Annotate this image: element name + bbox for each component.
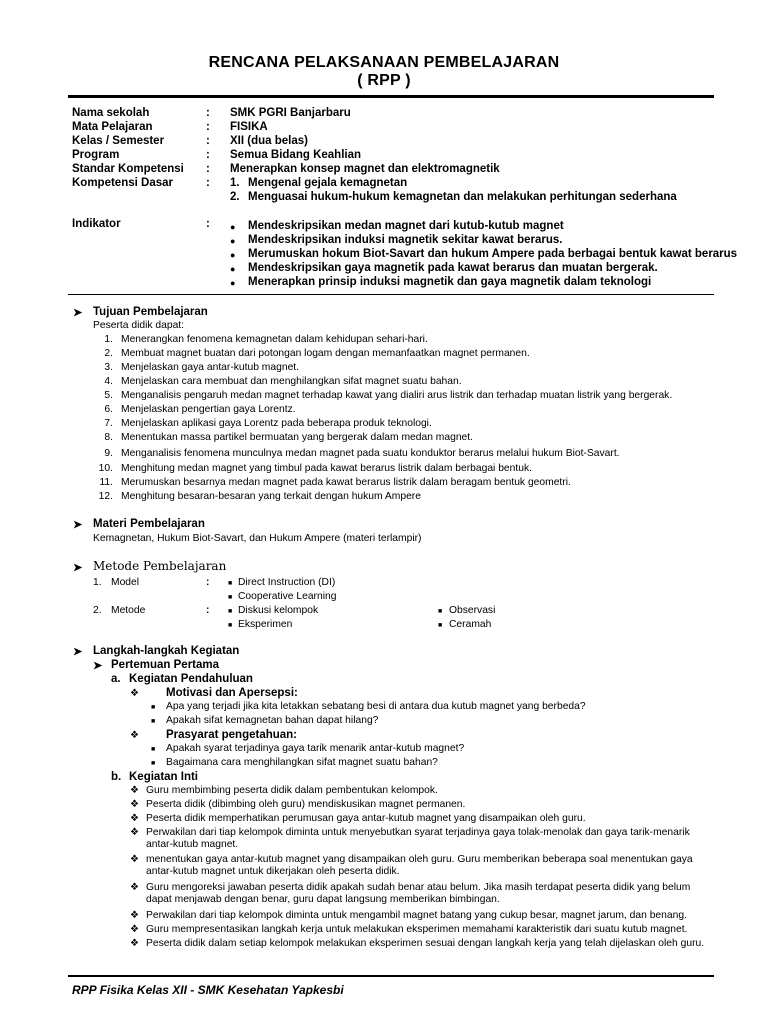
objective-text: Menentukan massa partikel bermuatan yang bergerak dalam medan magnet. bbox=[121, 432, 474, 443]
arrow-icon: ➤ bbox=[93, 660, 103, 672]
square-bullet-icon: ■ bbox=[438, 608, 443, 615]
section-title-material: Materi Pembelajaran bbox=[93, 518, 205, 530]
meeting-title: Pertemuan Pertama bbox=[111, 659, 220, 671]
bullet-icon: ● bbox=[230, 250, 236, 260]
document-subtitle: ( RPP ) bbox=[357, 72, 411, 89]
method-number: 2. bbox=[93, 605, 102, 616]
section-title-objectives: Tujuan Pembelajaran bbox=[93, 306, 208, 318]
info-value-standard: Menerapkan konsep magnet dan elektromagnetik bbox=[230, 163, 500, 175]
info-label-basic-competence: Kompetensi Dasar bbox=[72, 177, 173, 189]
diamond-bullet-icon: ❖ bbox=[130, 785, 139, 796]
core-activity-item: Perwakilan dari tiap kelompok diminta untuk mengambil magnet batang yang cukup besar, magnet jarum, dan benang. bbox=[146, 910, 687, 921]
kd-number: 1. bbox=[230, 177, 240, 189]
method-item: Diskusi kelompok bbox=[238, 605, 319, 616]
objective-number: 11. bbox=[99, 477, 113, 488]
objective-number: 9. bbox=[104, 448, 113, 459]
diamond-bullet-icon: ❖ bbox=[130, 882, 139, 893]
info-colon: : bbox=[206, 218, 210, 230]
step-b-title: Kegiatan Inti bbox=[129, 771, 199, 783]
diamond-bullet-icon: ❖ bbox=[130, 924, 139, 935]
info-rule bbox=[68, 294, 714, 295]
header-rule bbox=[68, 95, 714, 98]
diamond-bullet-icon: ❖ bbox=[130, 827, 139, 838]
objective-text: Menganalisis fenomena munculnya medan magnet pada suatu konduktor berarus melalui hukum Biot-Savart. bbox=[121, 448, 620, 459]
objective-number: 1. bbox=[104, 334, 113, 345]
core-activity-item: Guru membimbing peserta didik dalam pembentukan kelompok. bbox=[146, 785, 438, 796]
info-colon: : bbox=[206, 121, 210, 133]
core-activity-item: menentukan gaya antar-kutub magnet yang disampaikan oleh guru. Guru memberikan beberapa soal menentukan gaya antar-kutub magnet untuk dikerjakan oleh peserta didik. bbox=[146, 854, 693, 878]
motivation-title: Motivasi dan Apersepsi: bbox=[166, 687, 298, 699]
kd-text: Mengenal gejala kemagnetan bbox=[248, 177, 408, 189]
objective-text: Menghitung besaran-besaran yang terkait dengan hukum Ampere bbox=[121, 491, 421, 502]
step-b-label: b. bbox=[111, 771, 122, 783]
prerequisite-title: Prasyarat pengetahuan: bbox=[166, 729, 298, 741]
motivation-item: Apa yang terjadi jika kita letakkan sebatang besi di antara dua kutub magnet yang berbeda? bbox=[166, 701, 586, 712]
core-activity-item: Guru mempresentasikan langkah kerja untuk melakukan eksperimen memahami karakteristik dari suatu kutub magnet. bbox=[146, 924, 688, 935]
model-item: Cooperative Learning bbox=[238, 591, 337, 602]
info-label-program: Program bbox=[72, 149, 120, 161]
section-title-steps: Langkah-langkah Kegiatan bbox=[93, 645, 240, 657]
square-bullet-icon: ■ bbox=[151, 718, 156, 725]
objective-number: 12. bbox=[98, 491, 113, 502]
method-label: Metode bbox=[111, 605, 146, 616]
objective-number: 8. bbox=[104, 432, 113, 443]
bullet-icon: ● bbox=[230, 278, 236, 288]
square-bullet-icon: ■ bbox=[151, 704, 156, 711]
core-activity-item: Perwakilan dari tiap kelompok diminta untuk menyebutkan syarat terjadinya gaya tolak-menolak dan gaya tarik-menarik antar-kutub magnet. bbox=[146, 827, 690, 851]
core-activity-item: Guru mengoreksi jawaban peserta didik apakah sudah benar atau belum. Jika masih terdapat peserta didik yang belum dapat menjawab dengan benar, guru dapat langsung memberikan bimbingan. bbox=[146, 882, 691, 906]
arrow-icon: ➤ bbox=[73, 307, 83, 319]
objective-text: Menganalisis pengaruh medan magnet terhadap kawat yang dialiri arus listrik dan terhadap muatan listrik yang bergerak. bbox=[121, 390, 673, 401]
info-label-school: Nama sekolah bbox=[72, 107, 150, 119]
indicator-item: Mendeskripsikan gaya magnetik pada kawat berarus dan muatan bergerak. bbox=[248, 262, 658, 274]
objective-number: 4. bbox=[104, 376, 113, 387]
objective-text: Menjelaskan pengertian gaya Lorentz. bbox=[121, 404, 296, 415]
arrow-icon: ➤ bbox=[73, 562, 83, 574]
diamond-bullet-icon: ❖ bbox=[130, 938, 139, 949]
model-number: 1. bbox=[93, 577, 102, 588]
bullet-icon: ● bbox=[230, 236, 236, 246]
objective-text: Membuat magnet buatan dari potongan logam dengan memanfaatkan magnet permanen. bbox=[121, 348, 530, 359]
prerequisite-item: Apakah syarat terjadinya gaya tarik menarik antar-kutub magnet? bbox=[166, 743, 465, 754]
indicator-item: Merumuskan hokum Biot-Savart dan hukum Ampere pada berbagai bentuk kawat berarus bbox=[248, 248, 738, 260]
document-title: RENCANA PELAKSANAAN PEMBELAJARAN bbox=[208, 54, 560, 71]
info-label-standard: Standar Kompetensi bbox=[72, 163, 184, 175]
objective-number: 7. bbox=[104, 418, 113, 429]
info-colon: : bbox=[206, 135, 210, 147]
prerequisite-item: Bagaimana cara menghilangkan sifat magnet suatu bahan? bbox=[166, 757, 438, 768]
objective-text: Merumuskan besarnya medan magnet pada kawat berarus listrik dalam beragam bentuk geometri. bbox=[121, 477, 571, 488]
model-item: Direct Instruction (DI) bbox=[238, 577, 336, 588]
step-a-label: a. bbox=[111, 673, 121, 685]
objective-text: Menjelaskan aplikasi gaya Lorentz pada beberapa produk teknologi. bbox=[121, 418, 432, 429]
diamond-bullet-icon: ❖ bbox=[130, 730, 139, 741]
page-footer: RPP Fisika Kelas XII - SMK Kesehatan Yapkesbi bbox=[72, 983, 344, 997]
objective-number: 6. bbox=[104, 404, 113, 415]
method-item: Observasi bbox=[449, 605, 496, 616]
info-colon: : bbox=[206, 163, 210, 175]
method-colon: : bbox=[206, 605, 210, 616]
square-bullet-icon: ■ bbox=[151, 760, 156, 767]
arrow-icon: ➤ bbox=[73, 519, 83, 531]
material-text: Kemagnetan, Hukum Biot-Savart, dan Hukum Ampere (materi terlampir) bbox=[93, 533, 422, 544]
objective-text: Menerangkan fenomena kemagnetan dalam kehidupan sehari-hari. bbox=[121, 334, 428, 345]
info-label-class: Kelas / Semester bbox=[72, 135, 165, 147]
info-value-class: XII (dua belas) bbox=[230, 135, 308, 147]
step-a-title: Kegiatan Pendahuluan bbox=[129, 673, 253, 685]
motivation-item: Apakah sifat kemagnetan bahan dapat hilang? bbox=[166, 715, 379, 726]
section-title-method: Metode Pembelajaran bbox=[93, 559, 227, 573]
footer-rule bbox=[68, 975, 714, 977]
indicator-item: Menerapkan prinsip induksi magnetik dan gaya magnetik dalam teknologi bbox=[248, 276, 652, 288]
indicator-item: Mendeskripsikan medan magnet dari kutub-kutub magnet bbox=[248, 220, 564, 232]
core-activity-item: Peserta didik memperhatikan perumusan gaya antar-kutub magnet yang disampaikan oleh guru. bbox=[146, 813, 586, 824]
square-bullet-icon: ■ bbox=[228, 608, 233, 615]
info-colon: : bbox=[206, 107, 210, 119]
method-colon: : bbox=[206, 577, 210, 588]
info-colon: : bbox=[206, 177, 210, 189]
info-colon: : bbox=[206, 149, 210, 161]
objective-number: 3. bbox=[104, 362, 113, 373]
objective-number: 10. bbox=[98, 463, 113, 474]
model-label: Model bbox=[111, 577, 140, 588]
info-value-school: SMK PGRI Banjarbaru bbox=[230, 107, 351, 119]
info-label-indicator: Indikator bbox=[72, 218, 121, 230]
objective-text: Menjelaskan cara membuat dan menghilangkan sifat magnet suatu bahan. bbox=[121, 376, 462, 387]
bullet-icon: ● bbox=[230, 264, 236, 274]
square-bullet-icon: ■ bbox=[151, 746, 156, 753]
diamond-bullet-icon: ❖ bbox=[130, 688, 139, 699]
kd-text: Menguasai hukum-hukum kemagnetan dan melakukan perhitungan sederhana bbox=[248, 191, 677, 203]
core-activity-item: Peserta didik (dibimbing oleh guru) mendiskusikan magnet permanen. bbox=[146, 799, 466, 810]
info-value-subject: FISIKA bbox=[230, 121, 268, 133]
objective-number: 2. bbox=[104, 348, 113, 359]
square-bullet-icon: ■ bbox=[228, 594, 233, 601]
square-bullet-icon: ■ bbox=[228, 622, 233, 629]
method-item: Eksperimen bbox=[238, 619, 293, 630]
arrow-icon: ➤ bbox=[73, 646, 83, 658]
objective-number: 5. bbox=[104, 390, 113, 401]
indicator-item: Mendeskripsikan induksi magnetik sekitar kawat berarus. bbox=[248, 234, 563, 246]
objectives-intro: Peserta didik dapat: bbox=[93, 320, 185, 331]
objective-text: Menjelaskan gaya antar-kutub magnet. bbox=[121, 362, 300, 373]
objective-text: Menghitung medan magnet yang timbul pada kawat berarus listrik dalam berbagai bentuk. bbox=[121, 463, 532, 474]
info-value-program: Semua Bidang Keahlian bbox=[230, 149, 362, 161]
square-bullet-icon: ■ bbox=[228, 580, 233, 587]
core-activity-item: Peserta didik dalam setiap kelompok melakukan eksperimen sesuai dengan langkah kerja yang telah dijelaskan oleh guru. bbox=[146, 938, 705, 949]
info-label-subject: Mata Pelajaran bbox=[72, 121, 153, 133]
bullet-icon: ● bbox=[230, 222, 236, 232]
diamond-bullet-icon: ❖ bbox=[130, 854, 139, 865]
diamond-bullet-icon: ❖ bbox=[130, 910, 139, 921]
method-item: Ceramah bbox=[449, 619, 492, 630]
square-bullet-icon: ■ bbox=[438, 622, 443, 629]
diamond-bullet-icon: ❖ bbox=[130, 799, 139, 810]
kd-number: 2. bbox=[230, 191, 240, 203]
diamond-bullet-icon: ❖ bbox=[130, 813, 139, 824]
